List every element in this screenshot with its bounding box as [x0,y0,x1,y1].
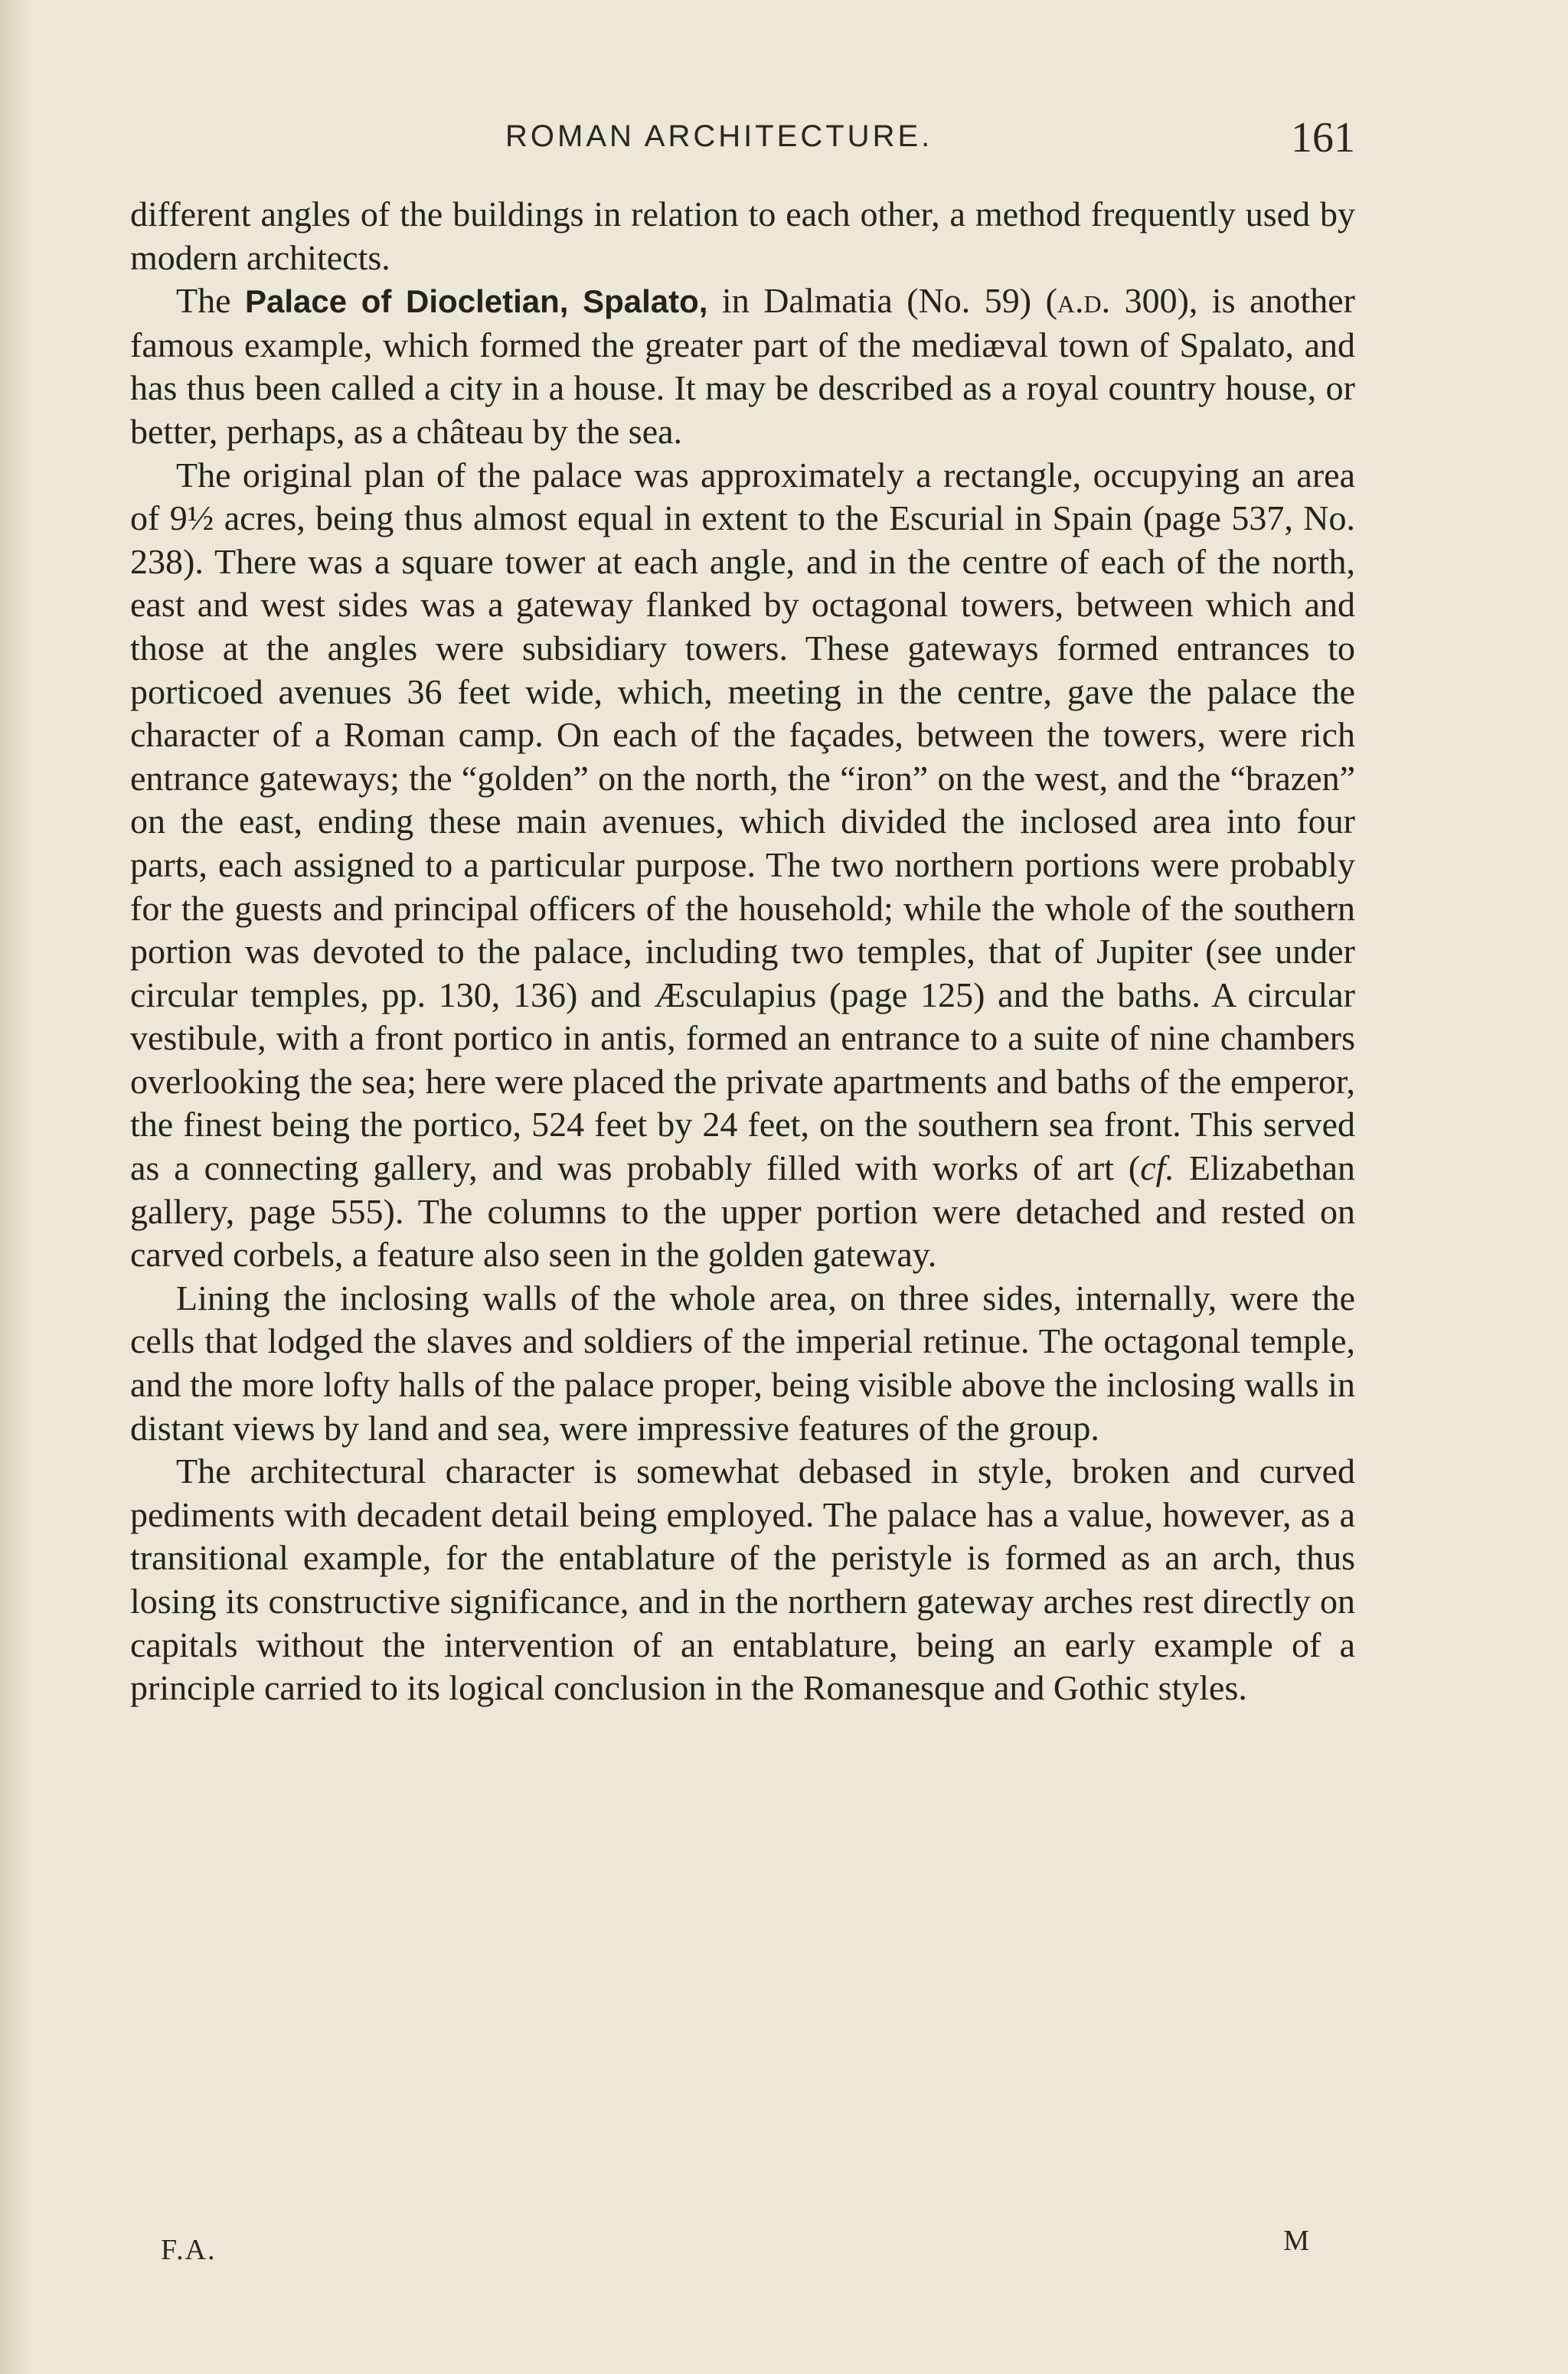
page-number: 161 [1291,114,1355,162]
text-run: 300), is another famous example, which formed the greater part of the mediæval town of Spalato, and has thus been called a city in a house. It may be described as a royal country house, or better, perhaps, as a château by the sea. [130,281,1355,451]
era-abbreviation: a.d. [1057,281,1111,321]
paragraph-walls [130,1277,1355,1450]
paragraph-character [130,1450,1355,1710]
paragraph-palace-intro [130,279,1355,453]
italic-abbreviation: cf. [1140,1148,1174,1188]
paragraph-text: different angles of the buildings in relation to each other, a method frequently used by modern architects. [130,194,1355,277]
palace-name-heading: Palace of Diocletian, Spalato, [245,283,708,320]
paragraph-text: The architectural character is somewhat debased in style, broken and curved pediments with decadent detail being employed. The palace has a value, however, as a transitional example, for the entablature of the peristyle is formed as an arch, thus losing its constructive significance, and in the northern gateway arches rest directly on capitals without the intervention of an entablature, being an early example of a principle carried to its logical conclusion in the Romanesque and Gothic styles. [130,1452,1355,1708]
running-header [130,113,1355,167]
signature-mark: F.A. [161,2234,217,2266]
running-title: ROMAN ARCHITECTURE. [505,119,933,153]
paragraph-continued [130,193,1355,279]
fraction: ½ [187,498,214,538]
text-run: Elizabethan gallery, page 555). The columns to the upper portion were detached and rested on carved corbels, a feature also seen in the golden gateway. [130,1148,1355,1275]
text-run: in Dalmatia (No. 59) ( [707,281,1057,321]
body-text [130,193,1355,1710]
text-run: The original plan of the palace was approximately a rectangle, occupying an area of 9 [130,455,1355,538]
paragraph-plan [130,454,1355,1277]
sheet-mark: M [1283,2225,1309,2257]
binding-shadow [0,0,31,2374]
paragraph-text: Lining the inclosing walls of the whole area, on three sides, internally, were the cells that lodged the slaves and soldiers of the imperial retinue. The octagonal temple, and the more lofty halls of the palace proper, being visible above the inclosing walls in distant views by land and sea, were impressive features of the group. [130,1278,1355,1448]
text-run: The [176,281,245,321]
text-run: acres, being thus almost equal in extent to the Escurial in Spain (page 537, No. 238). There was a square tower at each angle, and in the centre of each of the north, east and west sides was a gateway flanked by octagonal towers, between which and those at the angles were subsidiary towers. These gateways formed entrances to porticoed avenues 36 feet wide, which, meeting in the centre, gave the palace the character of a Roman camp. On each of the façades, between the towers, were rich entrance gateways; the “golden” on the north, the “iron” on the west, and the “brazen” on the east, ending these main avenues, which divided the inclosed area into four parts, each assigned to a particular purpose. The two northern portions were probably for the guests and principal officers of the household; while the whole of the southern portion was devoted to the palace, including two temples, that of Jupiter (see under circular temples, pp. 130, 136) and Æsculapius (page 125) and the baths. A circular vestibule, with a front portico in antis, formed an entrance to a suite of nine chambers overlooking the sea; here were placed the private apartments and baths of the emperor, the finest being the portico, 524 feet by 24 feet, on the southern sea front. This served as a connecting gallery, and was probably filled with works of art ( [130,498,1355,1188]
page-footer [130,2224,1355,2278]
